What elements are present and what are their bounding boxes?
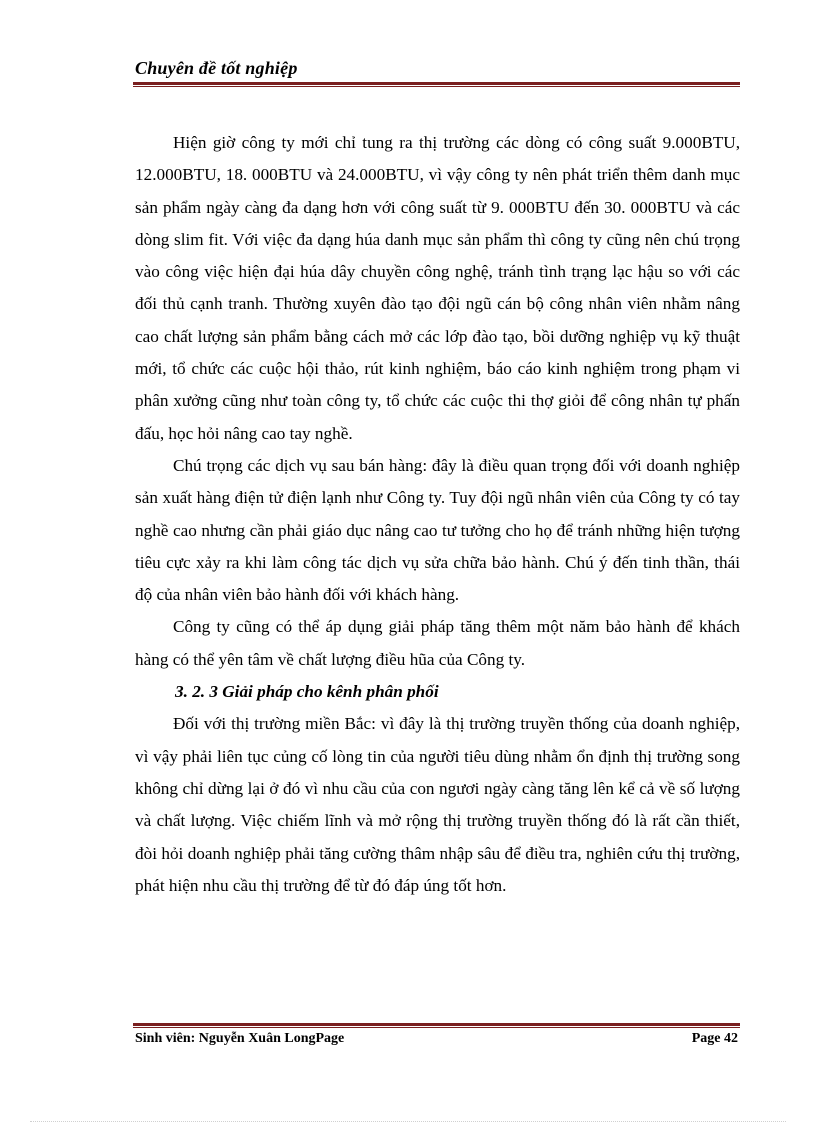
footer-rule [133, 1023, 740, 1028]
page-header-title: Chuyên đề tốt nghiệp [135, 58, 298, 78]
body-paragraph: Chú trọng các dịch vụ sau bán hàng: đây là điều quan trọng đối với doanh nghiệp sản xuất hàng điện tử điện lạnh như Công ty. Tuy đội ngũ nhân viên của Công ty có tay nghề cao nhưng cần phải giáo dục nâng cao tư tưởng cho họ để tránh những hiện tượng tiêu cực xảy ra khi làm công tác dịch vụ sửa chữa bảo hành. Chú ý đến tinh thần, thái độ của nhân viên bảo hành đối với khách hàng. [135, 455, 740, 605]
footer-page-number: Page 42 [691, 1031, 738, 1046]
section-heading: 3. 2. 3 Giải pháp cho kênh phân phối [175, 682, 439, 702]
document-body [135, 127, 740, 902]
header-rule [133, 82, 740, 87]
footer-student: Sinh viên: Nguyễn Xuân LongPage [135, 1031, 345, 1046]
body-paragraph: Hiện giờ công ty mới chỉ tung ra thị trường các dòng có công suất 9.000BTU, 12.000BTU, 18. 000BTU và 24.000BTU, vì vậy công ty nên phát triển thêm danh mục sản phẩm ngày càng đa dạng hơn với công suất từ 9. 000BTU đến 30. 000BTU và các dòng slim fit. Với việc đa dạng húa danh mục sản phẩm thì công ty cũng nên chú trọng vào công việc hiện đại húa dây chuyền công nghệ, tránh tình trạng lạc hậu so với các đối thủ cạnh tranh. Thường xuyên đào tạo đội ngũ cán bộ công nhân viên nhằm nâng cao chất lượng sản phẩm bằng cách mở các lớp đào tạo, bồi dưỡng nghiệp vụ kỹ thuật mới, tổ chức các cuộc hội thảo, rút kinh nghiệm, báo cáo kinh nghiệm trong phạm vi phân xưởng cũng như toàn công ty, tổ chức các cuộc thi thợ giỏi để công nhân tự phấn đấu, học hỏi nâng cao tay nghề. [135, 133, 740, 443]
body-paragraph: Công ty cũng có thể áp dụng giải pháp tăng thêm một năm bảo hành để khách hàng có thể yên tâm về chất lượng điều hũa của Công ty. [135, 617, 740, 669]
body-paragraph: Đối với thị trường miền Bắc: vì đây là thị trường truyền thống của doanh nghiệp, vì vậy phải liên tục củng cố lòng tin của người tiêu dùng nhằm ổn định thị trường song không chỉ dừng lại ở đó vì nhu cầu của con ngươi ngày càng tăng lên kể cả về số lượng và chất lượng. Việc chiếm lĩnh và mở rộng thị trường truyền thống đó là rất cần thiết, đòi hỏi doanh nghiệp phải tăng cường thâm nhập sâu để điều tra, nghiên cứu thị trường, phát hiện nhu cầu thị trường để từ đó đáp úng tốt hơn. [135, 714, 740, 895]
page-edge-divider [30, 1121, 786, 1122]
